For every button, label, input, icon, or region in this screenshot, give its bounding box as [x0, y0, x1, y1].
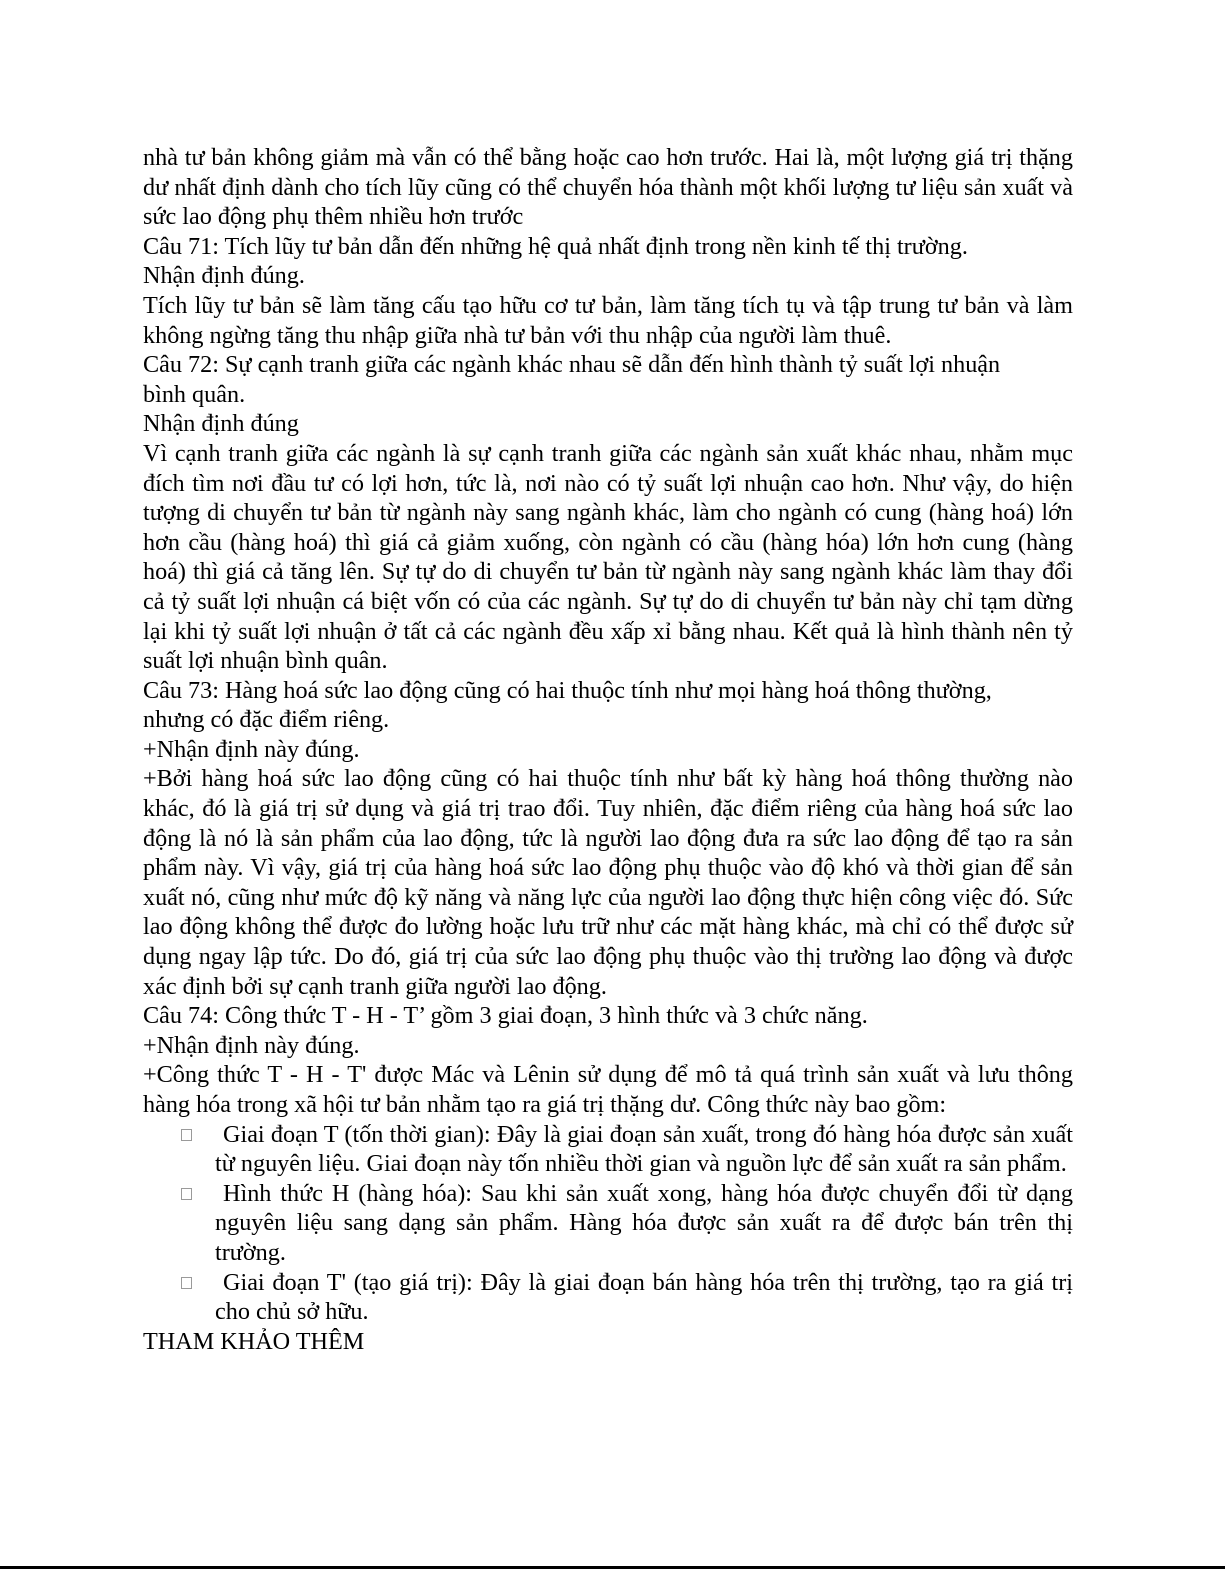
list-item-text: Hình thức H (hàng hóa): Sau khi sản xuất xong, hàng hóa được chuyển đổi từ dạng nguyên liệu sang dạng sản phẩm. Hàng hóa được sản xuất ra để được bán trên thị trường.: [215, 1179, 1073, 1266]
answer-73-verdict: +Nhận định này đúng.: [143, 735, 360, 763]
answer-71-verdict: Nhận định đúng.: [143, 262, 305, 290]
list-item: [143, 1268, 1073, 1327]
bullet-box-icon: [181, 1129, 192, 1141]
list-item-text: Giai đoạn T' (tạo giá trị): Đây là giai đoạn bán hàng hóa trên thị trường, tạo ra giá trị cho chủ sở hữu.: [215, 1268, 1073, 1326]
question-74: Câu 74: Công thức T - H - T’ gồm 3 giai đoạn, 3 hình thức và 3 chức năng.: [143, 1002, 868, 1030]
answer-72-verdict: Nhận định đúng: [143, 410, 299, 438]
list-item-text: Giai đoạn T (tốn thời gian): Đây là giai đoạn sản xuất, trong đó hàng hóa được sản xuất từ nguyên liệu. Giai đoạn này tốn nhiều thời gian và nguồn lực để sản xuất ra sản phẩm.: [215, 1120, 1073, 1178]
list-item: [143, 1120, 1073, 1179]
list-item: [143, 1179, 1073, 1268]
bullet-box-icon: [181, 1188, 192, 1200]
document-page: [143, 143, 1073, 1356]
answer-74-explanation: +Công thức T - H - T' được Mác và Lênin sử dụng để mô tả quá trình sản xuất và lưu thông hàng hóa trong xã hội tư bản nhằm tạo ra giá trị thặng dư. Công thức này bao gồm:: [143, 1061, 1073, 1118]
paragraph-continuation: nhà tư bản không giảm mà vẫn có thể bằng hoặc cao hơn trước. Hai là, một lượng giá trị thặng dư nhất định dành cho tích lũy cũng có thể chuyển hóa thành một khối lượng tư liệu sản xuất và sức lao động phụ thêm nhiều hơn trước: [143, 144, 1073, 231]
question-72: Câu 72: Sự cạnh tranh giữa các ngành khác nhau sẽ dẫn đến hình thành tỷ suất lợi nhuận bình quân.: [143, 351, 1001, 408]
question-73: Câu 73: Hàng hoá sức lao động cũng có hai thuộc tính như mọi hàng hoá thông thường, nhưng có đặc điểm riêng.: [143, 676, 992, 734]
question-71: Câu 71: Tích lũy tư bản dẫn đến những hệ quả nhất định trong nền kinh tế thị trường.: [143, 232, 968, 260]
answer-71-explanation: Tích lũy tư bản sẽ làm tăng cấu tạo hữu cơ tư bản, làm tăng tích tụ và tập trung tư bản và làm không ngừng tăng thu nhập giữa nhà tư bản với thu nhập của người làm thuê.: [143, 291, 1073, 349]
formula-stage-list: [143, 1120, 1073, 1327]
answer-73-explanation: +Bởi hàng hoá sức lao động cũng có hai thuộc tính như bất kỳ hàng hoá thông thường nào khác, đó là giá trị sử dụng và giá trị trao đổi. Tuy nhiên, đặc điểm riêng của hàng hoá sức lao động là nó là sản phẩm của lao động, tức là người lao động đưa ra sức lao động để tạo ra sản phẩm này. Vì vậy, giá trị của hàng hoá sức lao động phụ thuộc vào độ khó và thời gian để sản xuất nó, cũng như mức độ kỹ năng và năng lực của người lao động thực hiện công việc đó. Sức lao động không thể được đo lường hoặc lưu trữ như các mặt hàng khác, mà chỉ có thể được sử dụng ngay lập tức. Do đó, giá trị của sức lao động phụ thuộc vào thị trường lao động và được xác định bởi sự cạnh tranh giữa người lao động.: [143, 765, 1073, 1000]
bullet-box-icon: [181, 1277, 192, 1289]
answer-72-explanation: Vì cạnh tranh giữa các ngành là sự cạnh tranh giữa các ngành sản xuất khác nhau, nhằm mục đích tìm nơi đầu tư có lợi hơn, tức là, nơi nào có tỷ suất lợi nhuận cao hơn. Như vậy, do hiện tượng di chuyển tư bản từ ngành này sang ngành khác, làm cho ngành có cung (hàng hoá) lớn hơn cầu (hàng hoá) thì giá cả giảm xuống, còn ngành có cầu (hàng hóa) lớn hơn cung (hàng hoá) thì giá cả tăng lên. Sự tự do di chuyển tư bản từ ngành này sang ngành khác làm thay đổi cả tỷ suất lợi nhuận cá biệt vốn có của các ngành. Sự tự do di chuyển tư bản này chỉ tạm dừng lại khi tỷ suất lợi nhuận ở tất cả các ngành đều xấp xỉ bằng nhau. Kết quả là hình thành nên tỷ suất lợi nhuận bình quân.: [143, 439, 1073, 675]
answer-74-verdict: +Nhận định này đúng.: [143, 1031, 360, 1059]
page-bottom-rule: [0, 1566, 1225, 1569]
closing-heading: THAM KHẢO THÊM: [143, 1327, 365, 1355]
